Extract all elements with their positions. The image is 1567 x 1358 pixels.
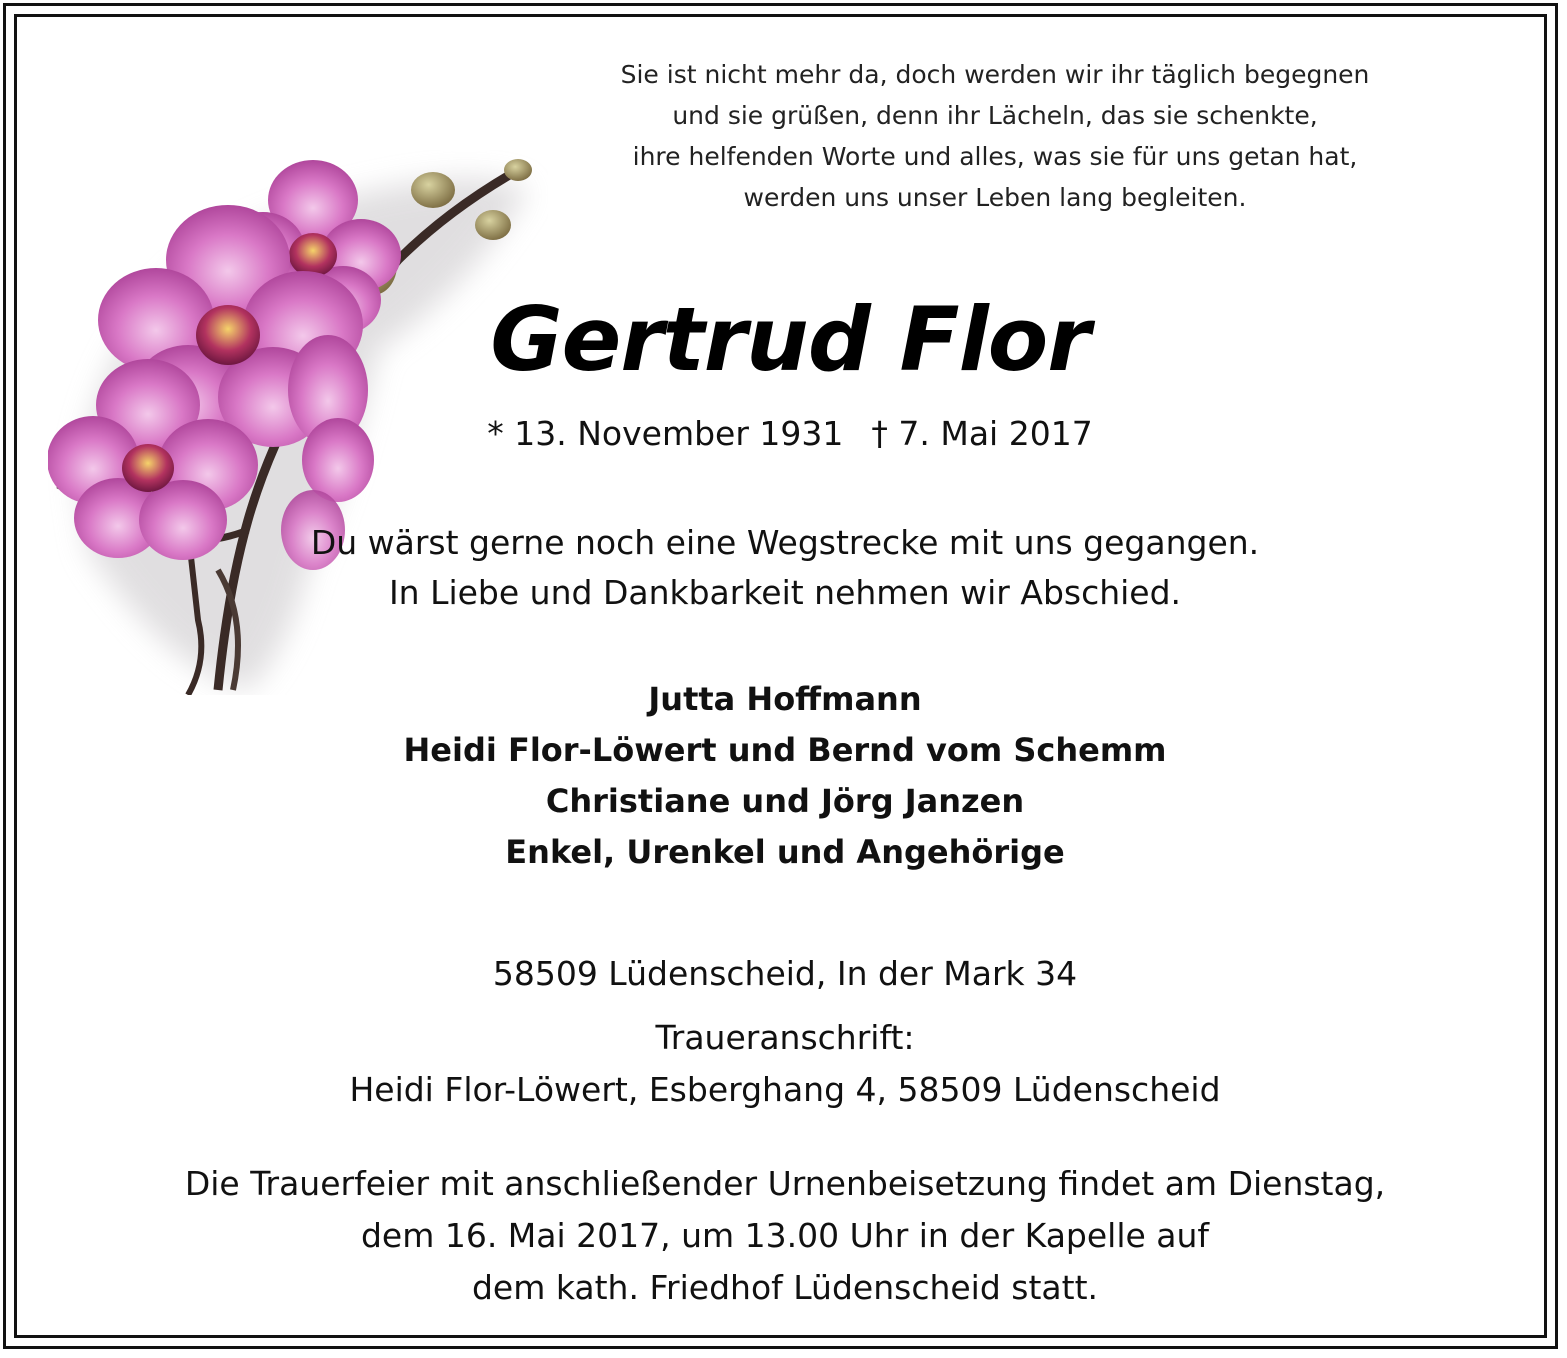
- service-line: dem 16. Mai 2017, um 13.00 Uhr in der Kapelle auf: [360, 1216, 1210, 1255]
- poem-line: ihre helfenden Worte und alles, was sie für uns getan hat,: [632, 142, 1358, 171]
- deceased-name: Gertrud Flor: [490, 288, 1090, 391]
- mourning-address-value: Heidi Flor-Löwert, Esberghang 4, 58509 Lüdenscheid: [349, 1070, 1221, 1109]
- mourner-line: Jutta Hoffmann: [648, 680, 922, 718]
- farewell-line: In Liebe und Dankbarkeit nehmen wir Abschied.: [388, 573, 1182, 612]
- mourning-address: [200, 1012, 1370, 1116]
- mourner-line: Heidi Flor-Löwert und Bernd vom Schemm: [403, 731, 1167, 769]
- birth-date: * 13. November 1931: [487, 414, 844, 453]
- farewell-text: [200, 518, 1370, 618]
- poem-line: Sie ist nicht mehr da, doch werden wir ihr täglich begegnen: [620, 60, 1370, 89]
- poem-line: und sie grüßen, denn ihr Lächeln, das sie schenkte,: [672, 101, 1318, 130]
- poem-line: werden uns unser Leben lang begleiten.: [743, 183, 1247, 212]
- life-dates: [440, 412, 1140, 456]
- service-line: Die Trauerfeier mit anschließender Urnenbeisetzung findet am Dienstag,: [184, 1164, 1386, 1203]
- mourners-list: [200, 674, 1370, 878]
- mourner-line: Enkel, Urenkel und Angehörige: [505, 833, 1065, 871]
- funeral-service-info: [60, 1158, 1510, 1314]
- farewell-line: Du wärst gerne noch eine Wegstrecke mit uns gegangen.: [310, 523, 1260, 562]
- service-line: dem kath. Friedhof Lüdenscheid statt.: [471, 1268, 1099, 1307]
- memorial-poem: [560, 54, 1430, 218]
- home-address: 58509 Lüdenscheid, In der Mark 34: [492, 954, 1078, 993]
- mourner-line: Christiane und Jörg Janzen: [545, 782, 1025, 820]
- mourning-address-label: Traueranschrift:: [655, 1018, 915, 1057]
- death-date: † 7. Mai 2017: [871, 414, 1093, 453]
